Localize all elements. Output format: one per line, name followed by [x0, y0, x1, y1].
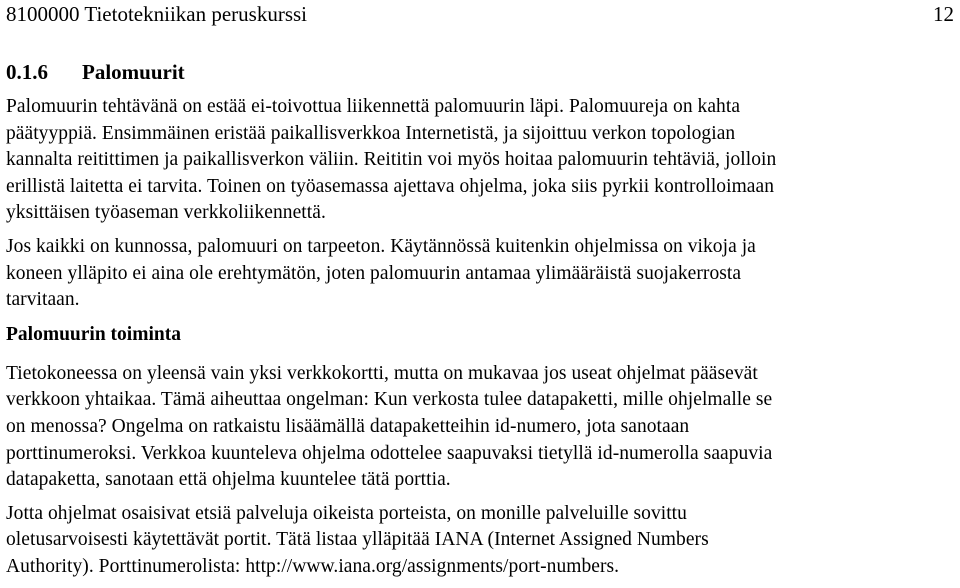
text-line: oletusarvoisesti käytettävät portit. Tätä listaa ylläpitää IANA (Internet Assigned Numbers	[6, 529, 709, 551]
text-line: Authority). Porttinumerolista: http://www.iana.org/assignments/port-numbers.	[6, 555, 620, 577]
subsection-heading: Palomuurin toiminta	[6, 323, 181, 345]
section-heading	[6, 59, 956, 85]
text-line: on menossa? Ongelma on ratkaistu lisäämällä datapaketteihin id-numero, jota sanotaan	[6, 415, 690, 437]
paragraph-iana	[6, 501, 956, 581]
text-line: Jos kaikki on kunnossa, palomuuri on tarpeeton. Käytännössä kuitenkin ohjelmissa on vikoja ja	[6, 235, 756, 257]
text-line: yksittäisen työaseman verkkoliikennettä.	[6, 202, 326, 224]
text-line: kannalta reitittimen ja paikallisverkon väliin. Reititin voi myös hoitaa palomuurin tehtäviä, jolloin	[6, 149, 777, 171]
text-line: verkkoon yhtaikaa. Tämä aiheuttaa ongelman: Kun verkosta tulee datapaketti, mille ohjelmalle se	[6, 389, 773, 411]
text-line: päätyyppiä. Ensimmäinen eristää paikallisverkkoa Internetistä, ja sijoittuu verkon topologian	[6, 122, 736, 144]
text-line: Jotta ohjelmat osaisivat etsiä palveluja oikeista porteista, on monille palveluille sovittu	[6, 502, 687, 524]
text-line: Tietokoneessa on yleensä vain yksi verkkokortti, mutta on mukavaa jos useat ohjelmat pääsevät	[6, 362, 758, 384]
text-line: porttinumeroksi. Verkkoa kuunteleva ohjelma odottelee saapuvaksi tietyllä id-numerolla saapuvia	[6, 442, 773, 464]
text-line: Palomuurin tehtävänä on estää ei-toivottua liikennettä palomuurin läpi. Palomuureja on kahta	[6, 96, 741, 117]
running-header	[6, 0, 956, 29]
text-line: koneen ylläpito ei aina ole erehtymätön, joten palomuurin antamaa ylimääräistä suojakerrosta	[6, 262, 742, 284]
paragraph-firewall-intro	[6, 94, 956, 227]
section-title: Palomuurit	[82, 60, 185, 84]
section-number: 0.1.6	[6, 60, 48, 84]
text-line: erillistä laitetta ei tarvita. Toinen on työasemassa ajettava ohjelma, joka siis pyrkii kontrolloimaan	[6, 175, 774, 197]
paragraph-ports	[6, 361, 956, 494]
text-line: datapaketta, sanotaan että ohjelma kuuntelee tätä porttia.	[6, 469, 451, 491]
document-page	[6, 0, 956, 581]
text-line: tarvitaan.	[6, 289, 80, 311]
paragraph-firewall-need	[6, 234, 956, 314]
course-title: 8100000 Tietotekniikan peruskurssi	[6, 2, 308, 26]
page-number: 12	[933, 2, 954, 26]
